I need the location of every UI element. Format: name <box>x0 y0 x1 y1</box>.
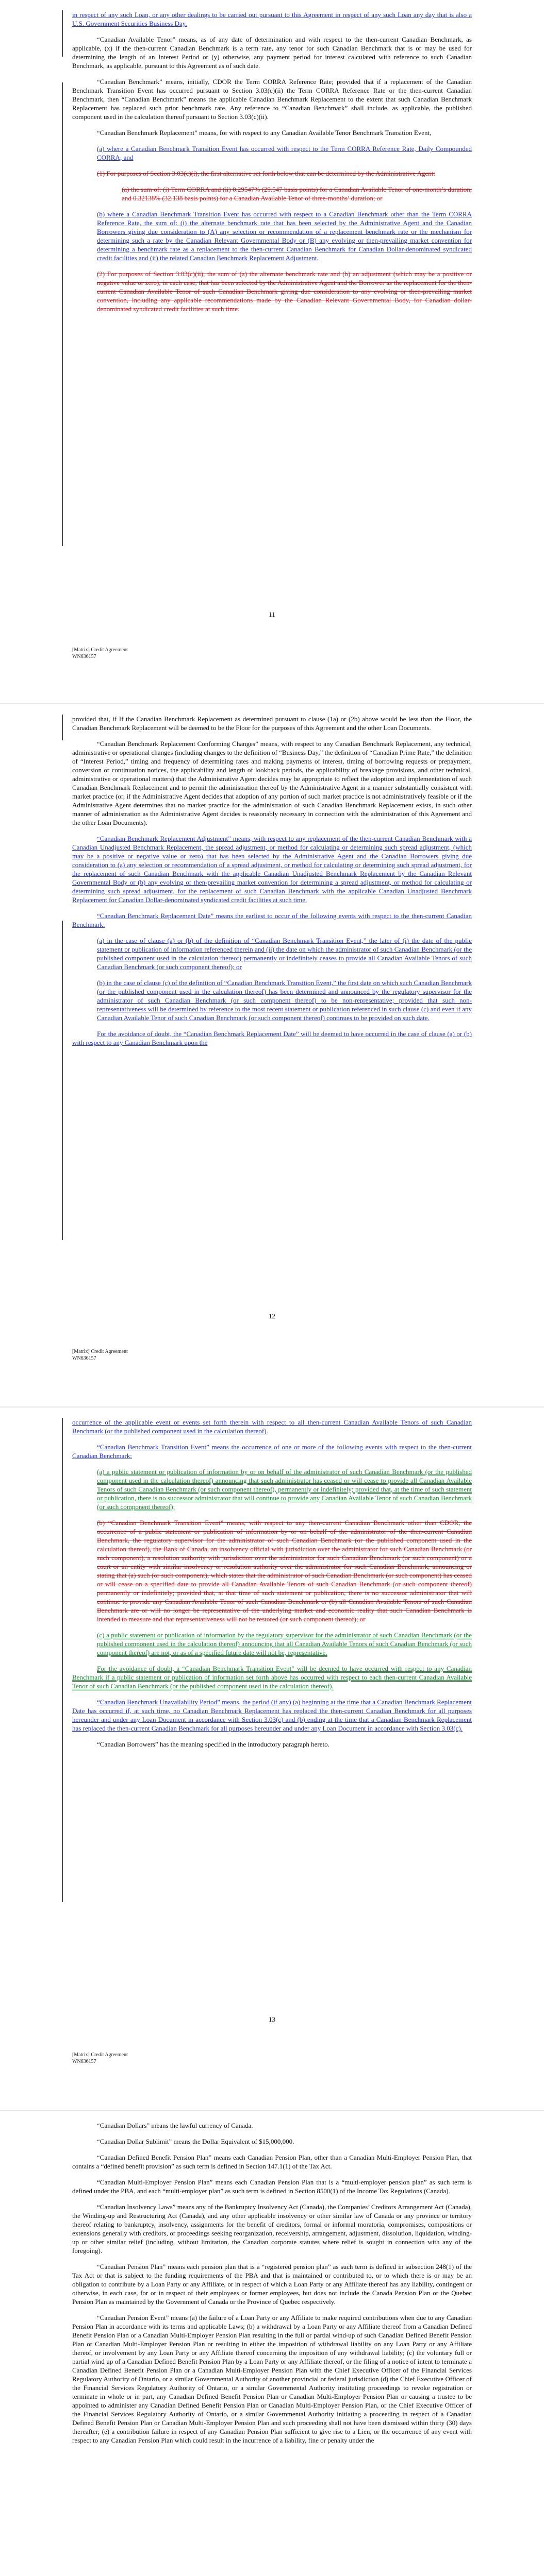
definition-canadian-pension-plan: “Canadian Pension Plan” means each pension plan that is a “registered pension plan” as such term is defined in subsection 248(1) of the Tax Act or that is subject to the funding requirements of the PBA and that is maintained or contributed to, or to which there is or may be an obligation to contribute by a Loan Party or any Affiliate, or in respect of which a Loan Party or any Affiliate thereof has any liability, contingent or otherwise, in each case, for or in respect of their employees or former employees, but does not include the Canada Pension Plan or the Quebec Pension Plan as maintained by the Government of Canada or the Province of Quebec respectively. <box>72 2263 472 2306</box>
page-number: 13 <box>269 2015 275 2023</box>
definition-canadian-pension-event: “Canadian Pension Event” means (a) the failure of a Loan Party or any Affiliate to make required contributions when due to any Canadian Pension Plan in accordance with its terms and applicable Laws; (b) a withdrawal by a Loan Party or any Affiliate thereof from a Canadian Defined Benefit Pension Plan or a Canadian Multi-Employer Pension Plan resulting in the full or partial wind-up of such Canadian Defined Benefit Pension Plan or Canadian Multi-Employer Pension Plan or resulting in either the imposition of withdrawal liability on any Loan Party or any Affiliate thereof, or involvement by any Loan Party or any Affiliate thereof concerning the imposition of any withdrawal liability; (c) the voluntary full or partial wind up of a Canadian Defined Benefit Pension Plan by a Loan Party or any Affiliate thereof, or the filing of a notice of intent to terminate a Canadian Defined Benefit Pension Plan or a Canadian Multi-Employer Pension Plan with the Chief Executive Officer of the Financial Services Regulatory Authority of Ontario, or a similar Governmental Authority of another provincial or federal jurisdiction (d) the Chief Executive Officer of the Financial Services Regulatory Authority of Ontario, or a similar Governmental Authority instituting proceedings to revoke registration or terminate in whole or in part, any Canadian Defined Benefit Pension Plan or Canadian Multi-Employer Pension Plan or causing a trustee to be appointed to administer any Canadian Defined Benefit Pension Plan or Canadian Multi-Employer Pension Plan, or the Chief Executive Officer of the Financial Services Regulatory Authority of Ontario, or a similar Governmental Authority initiating a proceeding in respect of a Canadian Defined Benefit Pension Plan or Canadian Multi-Employer Pension Plan and such proceeding shall not have been dismissed within thirty (30) days thereafter; (e) a contribution failure in respect of any Canadian Pension Plan sufficient to give rise to a Lien, or the occurrence of any event with respect to any Canadian Pension Plan which could result in the incurrence of a liability, fine or penalty under the <box>72 2314 472 2444</box>
definition-canadian-borrowers: “Canadian Borrowers” has the meaning specified in the introductory paragraph hereto. <box>97 1740 329 1748</box>
paragraph: For the avoidance of doubt, a “Canadian Benchmark Transition Event” will be deemed to have occurred with respect to any Canadian Benchmark if a public statement or publication of information set forth above has occurred with respect to each then-current Canadian Available Tenor of such Canadian Benchmark (or the published component used in the calculation thereof). <box>72 1665 472 1690</box>
paragraph: in respect of any such Loan, or any other dealings to be carried out pursuant to this Agreement in respect of any such Loan any day that is also a U.S. Government Securities Business Day. <box>72 11 472 27</box>
definition-replacement-adjustment: “Canadian Benchmark Replacement Adjustment” means, with respect to any replacement of the then-current Canadian Benchmark with a Canadian Unadjusted Benchmark Replacement, the spread adjustment, or method for calculating or determining such spread adjustment, (which may be a positive or negative value or zero) that has been selected by the Administrative Agent and the Canadian Borrowers giving due consideration to (a) any selection or recommendation of a spread adjustment, or method for calculating or determining such spread adjustment, for the replacement of such Canadian Benchmark with the applicable Canadian Unadjusted Benchmark Replacement by the Canadian Relevant Governmental Body or (b) any evolving or then-prevailing market convention for determining a spread adjustment, or method for calculating or determining such spread adjustment, for the replacement of such Canadian Benchmark with the applicable Canadian Unadjusted Benchmark Replacement for Canadian Dollar-denominated syndicated credit facilities at such time. <box>72 835 472 904</box>
page-11 <box>0 0 544 703</box>
clause-a: (a) where a Canadian Benchmark Transition Event has occurred with respect to the Term CORRA Reference Rate, Daily Compounded CORRA; and <box>97 145 472 161</box>
footer <box>72 2052 128 2065</box>
clause-1a-deleted: (a) the sum of: (i) Term CORRA and (ii) 0.29547% (29.547 basis points) for a Canadian Available Tenor of one-month’s duration, and 0.32138% (32.138 basis points) for a Canadian Available Tenor of three-months’ duration; or <box>122 185 472 202</box>
footer-doc-id: WN636157 <box>72 2059 96 2064</box>
paragraph: For the avoidance of doubt, the “Canadian Benchmark Replacement Date” will be deemed to have occurred in the case of clause (a) or (b) with respect to any Canadian Benchmark upon the <box>72 1030 472 1046</box>
footer-title: [Matrix] Credit Agreement <box>72 1349 128 1354</box>
footer <box>72 1348 128 1362</box>
footer-title: [Matrix] Credit Agreement <box>72 2052 128 2058</box>
clause-1-deleted: (1) For purposes of Section 3.03(c)(i), the first alternative set forth below that can be determined by the Administrative Agent: <box>97 170 435 177</box>
definition-multi-employer-pension-plan: “Canadian Multi-Employer Pension Plan” means each Canadian Pension Plan that is a “multi-employer pension plan” as such term is defined under the PBA, and each “multi-employer plan” as such term is defined in Section 8500(1) of the Income Tax Regulations (Canada). <box>72 2178 472 2195</box>
page-14 <box>0 2111 544 2576</box>
change-bar <box>62 715 63 740</box>
clause-a: (a) a public statement or publication of information by or on behalf of the administrator of such Canadian Benchmark (or the published component used in the calculation thereof) announcing that such administrator has ceased or will cease to provide all Canadian Available Tenors of such Canadian Benchmark (or such component thereof), permanently or indefinitely; provided that, at the time of such statement or publication, there is no successor administrator that will continue to provide any Canadian Available Tenor of such Canadian Benchmark (or such component thereof); <box>97 1468 472 1511</box>
definition-defined-benefit-pension-plan: “Canadian Defined Benefit Pension Plan” means each Canadian Pension Plan, other than a Canadian Multi-Employer Pension Plan, that contains a “defined benefit provision” as such term is defined in Section 147.1(1) of the Tax Act. <box>72 2154 472 2170</box>
footer <box>72 647 128 660</box>
definition-replacement-conforming-changes: “Canadian Benchmark Replacement Conforming Changes” means, with respect to any Canadian Benchmark Replacement, any technical, administrative or operational changes (including changes to the definition of “Business Day,” the definition of “Canadian Prime Rate,” the definition of “Interest Period,” timing and frequency of determining rates and making payments of interest, timing of borrowing requests or prepayment, conversion or continuation notices, the applicability and length of lookback periods, the applicability of breakage provisions, and other technical, administrative or operational matters) that the Administrative Agent decides may be appropriate to reflect the adoption and implementation of such Canadian Benchmark Replacement and to permit the administration thereof by the Administrative Agent in a manner substantially consistent with market practice (or, if the Administrative Agent decides that adoption of any portion of such market practice is not administratively feasible or if the Administrative Agent determines that no market practice for the administration of such Canadian Benchmark Replacement exists, in such other manner of administration as the Administrative Agent decides is reasonably necessary in connection with the administration of this Agreement and the other Loan Documents). <box>72 740 472 826</box>
change-bar <box>62 10 63 57</box>
clause-b: (b) where a Canadian Benchmark Transition Event has occurred with respect to a Canadian Benchmark other than the Term CORRA Reference Rate, the sum of: (i) the alternate benchmark rate that has been selected by the Administrative Agent and the Canadian Borrowers giving due consideration to (A) any selection or recommendation of a replacement benchmark rate or the mechanism for determining such a rate by the Canadian Relevant Governmental Body or (B) any evolving or then-prevailing market convention for determining a benchmark rate as a replacement to the then-current Canadian Benchmark for Canadian Dollar-denominated syndicated credit facilities and (ii) the related Canadian Benchmark Replacement Adjustment. <box>97 210 472 262</box>
definition-canadian-dollars: “Canadian Dollars” means the lawful currency of Canada. <box>97 2122 253 2129</box>
definition-canadian-benchmark-replacement: “Canadian Benchmark Replacement” means, for with respect to any Canadian Available Tenor Benchmark Transition Event, <box>97 129 432 137</box>
footer-title: [Matrix] Credit Agreement <box>72 647 128 653</box>
change-bar <box>62 82 63 546</box>
definition-transition-event: “Canadian Benchmark Transition Event” means the occurrence of one or more of the following events with respect to the then-current Canadian Benchmark: <box>72 1443 472 1460</box>
definition-canadian-dollar-sublimit: “Canadian Dollar Sublimit” means the Dollar Equivalent of $15,000,000. <box>97 2138 294 2145</box>
paragraph: provided that, if If the Canadian Benchmark Replacement as determined pursuant to clause (1a) or (2b) above would be less than the Floor, the Canadian Benchmark Replacement will be deemed to be the Floor for the purposes of this Agreement and the other Loan Documents. <box>72 715 472 732</box>
definition-unavailability-period: “Canadian Benchmark Unavailability Period” means, the period (if any) (a) beginning at the time that a Canadian Benchmark Replacement Date has occurred if, at such time, no Canadian Benchmark Replacement has replaced the then-current Canadian Benchmark for all purposes hereunder and under any Loan Document in accordance with Section 3.03(c) and (b) ending at the time that a Canadian Benchmark Replacement has replaced the then-current Canadian Benchmark for all purposes hereunder and under any Loan Document in accordance with Section 3.03(c). <box>72 1698 472 1732</box>
clause-b: (b) in the case of clause (c) of the definition of “Canadian Benchmark Transition Event,” the first date on which such Canadian Benchmark (or the published component used in the calculation thereof) has been determined and announced by the regulatory supervisor for the administrator of such Canadian Benchmark (or such component thereof) to be non-representative; provided that such non-representativeness will be determined by reference to the most recent statement or publication referenced in such clause (c) and even if any Canadian Available Tenor of such Canadian Benchmark (or such component thereof) continues to be provided on such date. <box>97 979 472 1022</box>
footer-doc-id: WN636157 <box>72 1355 96 1361</box>
definition-insolvency-laws: “Canadian Insolvency Laws” means any of the Bankruptcy Insolvency Act (Canada), the Companies’ Creditors Arrangement Act (Canada), the Winding-up and Restructuring Act (Canada), and any other applicable insolvency or other similar law of Canada or any province or territory thereof relating to bankruptcy, insolvency, assignments for the benefit of creditors, formal or informal moratoria, compromises, compositions or extensions generally with creditors, or proceedings seeking reorganization, receivership, arrangement, adjustment, dissolution, liquidation, winding-up or other similar relief (including, without limitation, the Canadian corporate statutes where relief is sought in connection with any of the foregoing). <box>72 2203 472 2255</box>
paragraph: occurrence of the applicable event or events set forth therein with respect to all then-current Canadian Available Tenors of such Canadian Benchmark (or the published component used in the calculation thereof). <box>72 1418 472 1435</box>
clause-c: (c) a public statement or publication of information by the regulatory supervisor for the administrator of such Canadian Benchmark (or the published component used in the calculation thereof) announcing that all Canadian Available Tenors of such Canadian Benchmark (or such component thereof) are not, or as of a specified future date will not be, representative. <box>97 1631 472 1656</box>
page-12 <box>0 704 544 1406</box>
change-bar <box>62 1418 63 1902</box>
page-number: 12 <box>269 1312 275 1320</box>
definition-canadian-available-tenor: “Canadian Available Tenor” means, as of any date of determination and with respect to the then-current Canadian Benchmark, as applicable, (x) if the then-current Canadian Benchmark is a term rate, any tenor for such Canadian Benchmark that is or may be used for determining the length of an Interest Period or (y) otherwise, any payment period for interest calculated with reference to such Canadian Benchmark, as applicable, pursuant to this Agreement as of such date. <box>72 36 472 70</box>
definition-canadian-benchmark: “Canadian Benchmark” means, initially, CDOR the Term CORRA Reference Rate; provided that if a replacement of the Canadian Benchmark Transition Event has occurred pursuant to Section 3.03(c)(ii) the Term CORRA Reference Rate or the then-current Canadian Benchmark, then “Canadian Benchmark” means the applicable Canadian Benchmark Replacement to the extent that such Canadian Benchmark Replacement has replaced such prior benchmark rate. Any reference to “Canadian Benchmark” shall include, as applicable, the published component used in the calculation thereof pursuant to Section 3.03(c)(ii). <box>72 78 472 121</box>
page-number: 11 <box>269 611 275 618</box>
change-bar <box>62 921 63 1240</box>
clause-a: (a) in the case of clause (a) or (b) of the definition of “Canadian Benchmark Transition Event,” the later of (i) the date of the public statement or publication of information referenced therein and (ii) the date on which the administrator of such Canadian Benchmark (or the published component used in the calculation thereof) permanently or indefinitely ceases to provide all Canadian Available Tenors of such Canadian Benchmark (or such component thereof); or <box>97 937 472 971</box>
clause-b-deleted: (b) “Canadian Benchmark Transition Event” means, with respect to any then-current Canadian Benchmark other than CDOR, the occurrence of a public statement or publication of information by or on behalf of the administrator of the then-current Canadian Benchmark, the regulatory supervisor for the administrator of such Canadian Benchmark (or the published component used in the calculation thereof), the Bank of Canada, an insolvency official with jurisdiction over the administrator for such Canadian Benchmark (or such component), a resolution authority with jurisdiction over the administrator for such Canadian Benchmark (or such component) or a court or an entity with similar insolvency or resolution authority over the administrator for such Canadian Benchmark, announcing or stating that (a) such (or such component), which states that the administrator of such Canadian Benchmark (or such component) has ceased or will cease on a specified date to provide all Canadian Available Tenors of such Canadian Benchmark (or such component thereof) permanently or indefinitely; provided that, at that time of such statement or publication, there is no successor administrator that will continue to provide any Canadian Available Tenor of such Canadian Benchmark or (b) all Canadian Available Tenors of such Canadian Benchmark are or will no longer be representative of the underlying market and economic reality that such Canadian Benchmark is intended to measure and that representativeness will not be restored (or such component thereof); or <box>97 1519 472 1623</box>
definition-replacement-date: “Canadian Benchmark Replacement Date” means the earliest to occur of the following events with respect to the then-current Canadian Benchmark: <box>72 912 472 928</box>
page-13 <box>0 1408 544 2110</box>
clause-2-deleted: (2) For purposes of Section 3.03(c)(ii), the sum of (a) the alternate benchmark rate and (b) an adjustment (which may be a positive or negative value or zero), in each case, that has been selected by the Administrative Agent and the Borrower as the replacement for the then-current Canadian Available Tenor of such Canadian Benchmark giving due consideration to any evolving or then-prevailing market convention, including any applicable recommendations made by the Canadian Relevant Governmental Body, for Canadian dollar-denominated syndicated credit facilities at such time. <box>97 270 472 313</box>
footer-doc-id: WN636157 <box>72 654 96 659</box>
